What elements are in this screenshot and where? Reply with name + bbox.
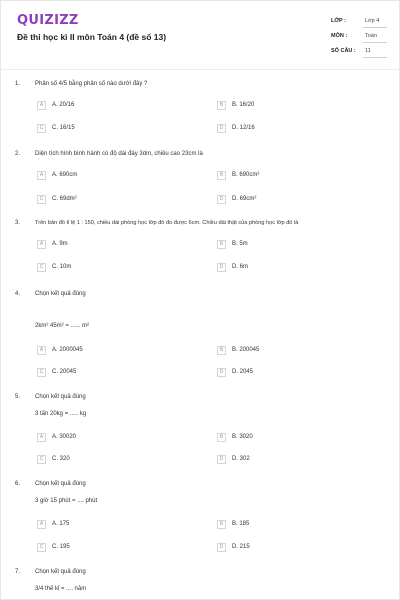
answer-option[interactable]	[217, 344, 259, 356]
question-text: Chọn kết quả đúng	[35, 394, 86, 400]
meta-value-grade: Lớp 4	[365, 18, 380, 24]
option-text: C. 16/15	[52, 125, 75, 131]
question-text: Chọn kết quả đúng	[35, 481, 86, 487]
question-number: 5.	[15, 394, 21, 400]
question-number: 6.	[15, 481, 21, 487]
question-number: 4.	[15, 291, 21, 297]
quizizz-logo: QUIZIZZ	[17, 13, 79, 28]
option-letter-box: B	[217, 240, 226, 249]
option-text: B. 5m	[232, 241, 248, 247]
answer-option[interactable]	[217, 453, 250, 465]
option-letter-box: C	[37, 195, 46, 204]
option-letter-box: D	[217, 263, 226, 272]
option-text: A. 2000045	[52, 347, 83, 353]
question-text: Trên bản đồ tỉ lệ 1 : 150, chiều dài phòng học lớp đó đo được 6cm. Chiều dài thật của phòng học lớp đó là	[35, 220, 299, 226]
option-letter-box: D	[217, 195, 226, 204]
question-subtext: 3 tấn 20kg = ..... kg	[35, 411, 87, 417]
option-text: A. 30020	[52, 434, 77, 440]
answer-option[interactable]	[217, 193, 256, 205]
option-text: C. 69dm²	[52, 196, 77, 202]
meta-underline	[363, 27, 387, 28]
answer-option[interactable]	[37, 261, 71, 273]
answer-option[interactable]	[217, 541, 250, 553]
meta-label-subject: MÔN :	[331, 33, 348, 39]
option-text: D. 6m	[232, 264, 249, 270]
option-text: A. 9m	[52, 241, 68, 247]
question-subtext: 2km² 45m² = ...... m²	[35, 323, 90, 329]
option-text: B. 185	[232, 521, 250, 527]
option-text: B. 16/20	[232, 102, 255, 108]
answer-option[interactable]	[217, 122, 255, 134]
option-letter-box: A	[37, 101, 46, 110]
question-subtext: 3 giờ 15 phút = .... phút	[35, 498, 98, 504]
option-letter-box: D	[217, 368, 226, 377]
option-text: C. 195	[52, 544, 70, 550]
answer-option[interactable]	[37, 453, 70, 465]
option-text: C. 20045	[52, 369, 77, 375]
option-letter-box: C	[37, 263, 46, 272]
option-text: B. 690cm²	[232, 172, 260, 178]
answer-option[interactable]	[217, 169, 259, 181]
meta-underline	[363, 42, 387, 43]
answer-option[interactable]	[37, 99, 74, 111]
option-text: A. 175	[52, 521, 70, 527]
option-letter-box: B	[217, 171, 226, 180]
question-text: Chọn kết quả đúng	[35, 569, 86, 575]
answer-option[interactable]	[37, 541, 70, 553]
question-text: Chọn kết quả đúng	[35, 291, 86, 297]
option-letter-box: B	[217, 346, 226, 355]
option-text: A. 20/16	[52, 102, 75, 108]
answer-option[interactable]	[217, 261, 248, 273]
option-letter-box: B	[217, 520, 226, 529]
question-text: Diện tích hình bình hành có độ dài đáy 3dm, chiều cao 23cm là	[35, 151, 203, 157]
option-text: B. 200045	[232, 347, 260, 353]
option-letter-box: A	[37, 520, 46, 529]
answer-option[interactable]	[37, 238, 68, 250]
worksheet-title: Đề thi học kì II môn Toán 4 (đề số 13)	[17, 32, 167, 42]
option-text: C. 320	[52, 456, 70, 462]
answer-option[interactable]	[37, 193, 77, 205]
header-divider	[1, 69, 400, 70]
option-text: B. 3020	[232, 434, 253, 440]
option-text: D. 215	[232, 544, 250, 550]
meta-underline	[363, 57, 387, 58]
answer-option[interactable]	[37, 344, 83, 356]
meta-label-grade: LỚP :	[331, 18, 346, 24]
option-text: D. 2045	[232, 369, 254, 375]
option-text: A. 690cm	[52, 172, 78, 178]
question-number: 2.	[15, 151, 21, 157]
answer-option[interactable]	[37, 431, 76, 443]
answer-option[interactable]	[217, 238, 248, 250]
option-text: D. 302	[232, 456, 250, 462]
answer-option[interactable]	[217, 366, 253, 378]
answer-option[interactable]	[217, 99, 254, 111]
question-text: Phân số 4/5 bằng phân số nào dưới đây ?	[35, 81, 148, 87]
option-letter-box: A	[37, 346, 46, 355]
question-number: 3.	[15, 220, 21, 226]
answer-option[interactable]	[217, 518, 249, 530]
option-letter-box: D	[217, 543, 226, 552]
option-text: D. 12/16	[232, 125, 255, 131]
option-letter-box: C	[37, 543, 46, 552]
option-letter-box: A	[37, 240, 46, 249]
answer-option[interactable]	[37, 122, 75, 134]
option-letter-box: B	[217, 101, 226, 110]
answer-option[interactable]	[37, 366, 76, 378]
option-letter-box: A	[37, 433, 46, 442]
option-letter-box: D	[217, 455, 226, 464]
option-letter-box: C	[37, 455, 46, 464]
option-letter-box: B	[217, 433, 226, 442]
meta-label-count: SỐ CÂU :	[331, 48, 356, 54]
option-letter-box: C	[37, 124, 46, 133]
answer-option[interactable]	[37, 169, 77, 181]
meta-value-subject: Toán	[365, 33, 377, 39]
option-text: D. 69cm²	[232, 196, 257, 202]
option-text: C. 10m	[52, 264, 72, 270]
question-subtext: 3/4 thế kỉ = .... năm	[35, 586, 87, 592]
option-letter-box: A	[37, 171, 46, 180]
option-letter-box: C	[37, 368, 46, 377]
answer-option[interactable]	[37, 518, 69, 530]
meta-value-count: 11	[365, 48, 371, 54]
question-number: 7.	[15, 569, 21, 575]
question-number: 1.	[15, 81, 21, 87]
option-letter-box: D	[217, 124, 226, 133]
answer-option[interactable]	[217, 431, 253, 443]
